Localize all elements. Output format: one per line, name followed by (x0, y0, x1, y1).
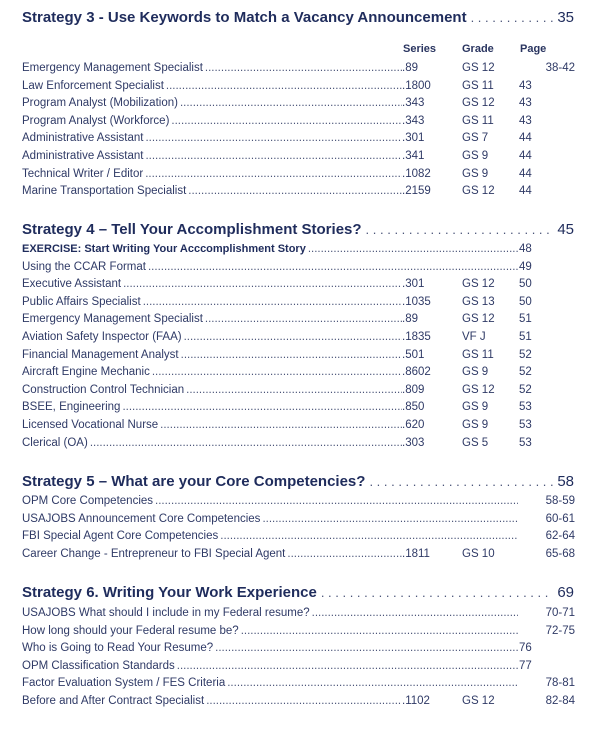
entry-page: 44 (519, 185, 532, 198)
leader-dots (148, 261, 519, 273)
toc-entry[interactable] (22, 419, 575, 436)
toc-entry[interactable] (22, 495, 575, 512)
entry-title: EXERCISE: Start Writing Your Acccomplishment Story (22, 243, 306, 255)
entry-title: Program Analyst (Mobilization) (22, 97, 178, 110)
toc-entry[interactable] (22, 97, 575, 114)
entry-page: 38-42 (545, 62, 575, 74)
entry-title: Licensed Vocational Nurse (22, 419, 159, 431)
toc-entry[interactable] (22, 366, 575, 383)
leader-dots (186, 384, 402, 396)
entry-title-wrap (22, 278, 402, 290)
entry-page: 82-84 (545, 695, 575, 707)
leader-dots (205, 313, 402, 325)
entry-title: Clerical (OA) (22, 436, 88, 449)
leader-dots (366, 222, 554, 237)
entry-title: USAJOBS What should I include in my Federal resume? (22, 607, 310, 619)
section-page: 35 (557, 9, 574, 26)
entry-title: Executive Assistant (22, 278, 122, 291)
entry-series: .303 (402, 436, 425, 449)
leader-dots (160, 419, 402, 431)
entry-title: Marine Transportation Specialist (22, 185, 187, 198)
entry-series: .809 (402, 383, 425, 396)
entry-title-wrap (22, 513, 518, 525)
entry-page: 60-61 (545, 512, 575, 525)
entry-page: 50 (519, 295, 532, 308)
entry-title-wrap (22, 401, 402, 413)
leader-dots (184, 331, 402, 343)
leader-dots (312, 607, 518, 619)
section-title: Strategy 5 – What are your Core Competencies? (22, 473, 366, 490)
toc-entry[interactable] (22, 150, 575, 167)
entry-page: 62-64 (545, 530, 575, 543)
toc-entry[interactable] (22, 401, 575, 418)
entry-grade: GS 12 (462, 62, 495, 74)
entry-page: 72-75 (545, 624, 575, 637)
entry-title: Before and After Contract Specialist (22, 695, 205, 707)
entry-title-wrap (22, 331, 402, 343)
toc-entry[interactable] (22, 313, 575, 330)
entry-page: 43 (519, 97, 532, 110)
entry-series: .89 (402, 313, 418, 326)
entry-title-wrap (22, 150, 402, 162)
entry-grade: GS 11 (462, 79, 494, 92)
entry-title-wrap (22, 243, 519, 255)
entry-title-wrap (22, 607, 518, 619)
leader-dots (90, 437, 402, 449)
entry-title: USAJOBS Announcement Core Competencies (22, 512, 261, 525)
section-heading[interactable] (22, 584, 574, 608)
entry-title-wrap (22, 366, 402, 378)
toc-entry[interactable] (22, 62, 575, 79)
leader-dots (471, 10, 554, 25)
entry-title-wrap (22, 677, 518, 689)
leader-dots (143, 296, 402, 308)
entry-page: 53 (519, 401, 532, 414)
entry-page: 77 (519, 659, 532, 672)
leader-dots (369, 474, 553, 489)
entry-title-wrap (22, 168, 402, 180)
entry-title-wrap (22, 62, 402, 74)
entry-page: 58-59 (545, 495, 575, 507)
entry-grade: GS 9 (462, 167, 489, 180)
entry-grade: GS 9 (462, 150, 489, 162)
entry-title: Emergency Management Specialist (22, 62, 203, 74)
entry-series: .301 (402, 132, 425, 145)
entry-grade: GS 13 (462, 295, 495, 308)
leader-dots (308, 243, 519, 255)
leader-dots (155, 495, 518, 507)
entry-series: .343 (402, 114, 425, 127)
entry-title: Factor Evaluation System / FES Criteria (22, 677, 226, 690)
section-heading[interactable] (22, 9, 574, 33)
entry-title: Construction Control Technician (22, 383, 185, 396)
entry-page: 51 (519, 313, 532, 326)
entry-page: 49 (519, 260, 532, 273)
leader-dots (152, 366, 402, 378)
entry-title: OPM Core Competencies (22, 495, 154, 507)
entry-grade: GS 12 (462, 695, 495, 707)
toc-entry[interactable] (22, 677, 575, 694)
toc-entry[interactable] (22, 115, 575, 132)
entry-series: .89 (402, 62, 418, 74)
entry-page: 53 (519, 419, 532, 431)
entry-title: Career Change - Entrepreneur to FBI Special Agent (22, 547, 286, 560)
entry-title: OPM Classification Standards (22, 659, 175, 672)
entry-title: Public Affairs Specialist (22, 295, 141, 308)
toc-entry[interactable] (22, 168, 575, 185)
entry-title-wrap (22, 115, 402, 127)
column-header-grade: Grade (462, 43, 494, 55)
entry-grade: GS 12 (462, 97, 495, 110)
leader-dots (206, 695, 402, 707)
toc-entry[interactable] (22, 80, 575, 97)
toc-entry[interactable] (22, 695, 575, 712)
leader-dots (287, 548, 402, 560)
toc-entry[interactable] (22, 278, 575, 295)
entry-title-wrap (22, 660, 519, 672)
entry-page: 51 (519, 331, 532, 343)
entry-title-wrap (22, 695, 402, 707)
entry-page: 76 (519, 642, 532, 655)
entry-page: 44 (519, 132, 532, 145)
entry-title-wrap (22, 80, 402, 92)
entry-title: Administrative Assistant (22, 132, 144, 145)
entry-title: Who is Going to Read Your Resume? (22, 642, 214, 655)
entry-series: .2159 (402, 185, 431, 198)
leader-dots (188, 185, 402, 197)
leader-dots (220, 530, 518, 542)
entry-title: Technical Writer / Editor (22, 167, 144, 180)
leader-dots (123, 278, 402, 290)
leader-dots (321, 585, 554, 600)
entry-series: .1800 (402, 79, 431, 92)
toc-entry[interactable] (22, 132, 575, 149)
entry-title-wrap (22, 384, 402, 396)
leader-dots (205, 62, 402, 74)
entry-title-wrap (22, 349, 402, 361)
entry-title-wrap (22, 437, 402, 449)
entry-grade: GS 7 (462, 132, 489, 145)
leader-dots (215, 642, 519, 654)
leader-dots (177, 660, 519, 672)
toc-entry[interactable] (22, 185, 575, 202)
entry-title-wrap (22, 132, 402, 144)
entry-title-wrap (22, 261, 519, 273)
toc-entry[interactable] (22, 625, 575, 642)
entry-page: 52 (519, 366, 532, 379)
section-page: 58 (557, 473, 574, 490)
entry-title: Program Analyst (Workforce) (22, 114, 170, 127)
entry-title-wrap (22, 185, 402, 197)
column-header-series: Series (403, 43, 437, 55)
column-header-page: Page (520, 43, 547, 55)
leader-dots (241, 625, 518, 637)
entry-page: 43 (519, 79, 532, 92)
section-title: Strategy 3 - Use Keywords to Match a Vacancy Announcement (22, 9, 467, 26)
entry-grade: GS 12 (462, 383, 495, 396)
entry-series: .1035 (402, 295, 431, 308)
entry-grade: GS 12 (462, 313, 495, 326)
entry-series: .620 (402, 419, 425, 431)
toc-entry[interactable] (22, 513, 575, 530)
entry-page: 65-68 (545, 547, 575, 560)
toc-entry[interactable] (22, 660, 575, 677)
entry-grade: GS 12 (462, 278, 495, 291)
entry-title: How long should your Federal resume be? (22, 624, 239, 637)
leader-dots (180, 97, 402, 109)
entry-grade: GS 12 (462, 185, 495, 198)
entry-title: Aviation Safety Inspector (FAA) (22, 331, 182, 343)
toc-entry[interactable] (22, 642, 575, 659)
leader-dots (145, 168, 402, 180)
entry-title-wrap (22, 548, 402, 560)
entry-page: 78-81 (545, 677, 575, 690)
entry-title-wrap (22, 97, 402, 109)
entry-title: Using the CCAR Format (22, 260, 146, 273)
entry-series: .343 (402, 97, 425, 110)
section-heading[interactable] (22, 221, 574, 245)
entry-title: Financial Management Analyst (22, 348, 179, 361)
leader-dots (145, 150, 402, 162)
entry-page: 70-71 (545, 607, 575, 619)
entry-title-wrap (22, 419, 402, 431)
leader-dots (262, 513, 518, 525)
entry-title: Emergency Management Specialist (22, 313, 203, 326)
entry-series: .1835 (402, 331, 431, 343)
entry-title: Aircraft Engine Mechanic (22, 366, 150, 379)
section-page: 69 (557, 584, 574, 601)
entry-title-wrap (22, 495, 518, 507)
toc-entry[interactable] (22, 296, 575, 313)
entry-page: 52 (519, 348, 532, 361)
toc-entry[interactable] (22, 331, 575, 348)
entry-grade: GS 5 (462, 436, 489, 449)
toc-entry[interactable] (22, 548, 575, 565)
entry-title-wrap (22, 296, 402, 308)
leader-dots (145, 132, 402, 144)
entry-title-wrap (22, 642, 519, 654)
toc-entry[interactable] (22, 384, 575, 401)
entry-series: .501 (402, 348, 425, 361)
entry-page: 43 (519, 114, 532, 127)
entry-title: Law Enforcement Specialist (22, 79, 164, 92)
entry-title-wrap (22, 313, 402, 325)
entry-page: 48 (519, 243, 532, 255)
entry-series: .8602 (402, 366, 431, 379)
entry-title: FBI Special Agent Core Competencies (22, 530, 219, 543)
leader-dots (181, 349, 402, 361)
section-title: Strategy 4 – Tell Your Accomplishment Stories? (22, 221, 362, 238)
leader-dots (227, 677, 518, 689)
entry-title: Administrative Assistant (22, 150, 144, 162)
leader-dots (122, 401, 402, 413)
entry-title-wrap (22, 530, 518, 542)
entry-series: .301 (402, 278, 425, 291)
entry-series: .1811 (402, 547, 430, 560)
leader-dots (166, 80, 402, 92)
entry-grade: GS 11 (462, 114, 494, 127)
leader-dots (171, 115, 402, 127)
entry-grade: GS 9 (462, 366, 489, 379)
entry-series: .341 (402, 150, 425, 162)
entry-series: .1102 (402, 695, 430, 707)
section-page: 45 (557, 221, 574, 238)
entry-page: 53 (519, 436, 532, 449)
entry-grade: GS 10 (462, 547, 495, 560)
entry-grade: GS 9 (462, 419, 489, 431)
entry-grade: GS 11 (462, 348, 494, 361)
entry-page: 44 (519, 150, 532, 162)
toc-entry[interactable] (22, 437, 575, 454)
toc-entry[interactable] (22, 261, 575, 278)
entry-grade: GS 9 (462, 401, 489, 414)
entry-series: .850 (402, 401, 425, 414)
entry-title: BSEE, Engineering (22, 401, 121, 414)
entry-page: 52 (519, 383, 532, 396)
entry-title-wrap (22, 625, 518, 637)
section-title: Strategy 6. Writing Your Work Experience (22, 584, 317, 601)
toc-entry[interactable] (22, 530, 575, 547)
entry-page: 44 (519, 167, 532, 180)
toc-entry[interactable] (22, 349, 575, 366)
entry-grade: VF J (462, 331, 486, 343)
toc-entry[interactable] (22, 243, 575, 260)
toc-entry[interactable] (22, 607, 575, 624)
entry-page: 50 (519, 278, 532, 291)
section-heading[interactable] (22, 473, 574, 497)
entry-series: .1082 (402, 167, 431, 180)
